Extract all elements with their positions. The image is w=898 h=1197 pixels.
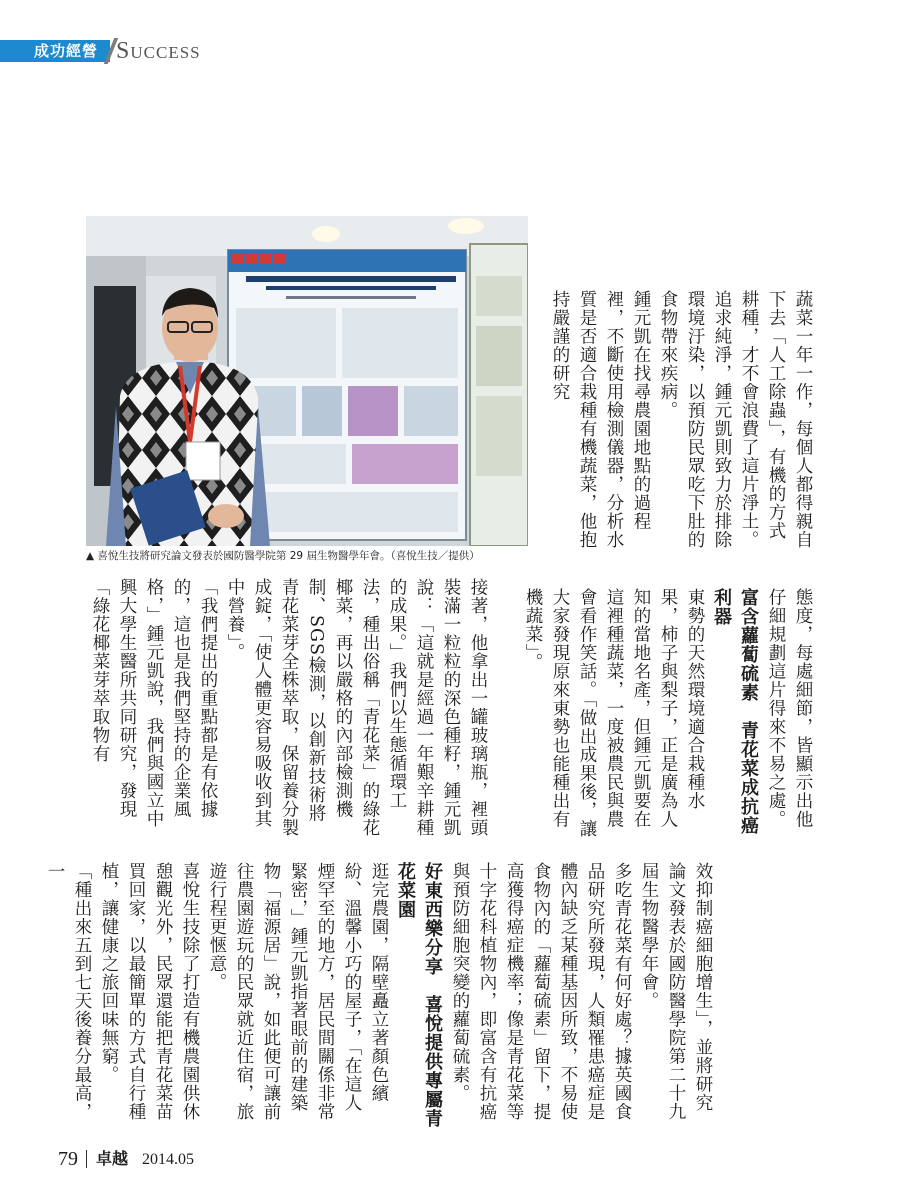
paragraph: 追求純淨，鍾元凱則致力於排除環境汙染，以預防民眾吃下肚的食物帶來疾病。 (658, 290, 732, 549)
issue-date: 2014.05 (142, 1151, 194, 1168)
article-column-2 (519, 588, 816, 840)
section-english-rest: UCCESS (130, 43, 201, 62)
section-name-english (116, 38, 201, 66)
footer-divider (86, 1150, 87, 1168)
paragraph: 多吃青花菜有何好處？據英國食品研究所發現，人類罹患癌症是體內缺乏某種基因所致，不易使食物內的「蘿蔔硫素」留下，提高獲得癌症機率；像是青花菜等十字花科植物內，即富含有抗癌與預防細胞突變的蘿蔔硫素。 (450, 862, 632, 1121)
photo-caption: ▲ 喜悅生技將研究論文發表於國防醫學院第 29 屆生物醫學年會。（喜悅生技／提供） (86, 550, 480, 562)
article-photo (86, 216, 528, 546)
magazine-name: 卓越 (96, 1149, 129, 1168)
article-column-3 (86, 578, 491, 840)
paragraph: 鍾元凱在找尋農園地點的過程裡，不斷使用檢測儀器，分析水質是否適合栽種有機蔬菜，他抱持嚴謹的研究 (550, 290, 651, 549)
section-name: 成功經營 (34, 42, 99, 60)
page-footer (58, 1146, 318, 1176)
article-column-1 (546, 290, 816, 552)
paragraph: 「種出來五到七天後養分最高，一 (45, 862, 92, 1121)
section-heading: 富含蘿蔔硫素 青花菜成抗癌利器 (711, 588, 759, 835)
article-column-4 (41, 862, 716, 1130)
paragraph: 「我們提出的重點都是有依據的，這也是我們堅持的企業風格，」鍾元凱說，我們與國立中興大學生醫所共同研究，發現「綠花椰菜芽萃取物有 (90, 578, 218, 829)
paragraph: 逛完農園，隔壁矗立著顏色繽紛、溫馨小巧的屋子，「在這人煙罕至的地方，居民間關係非常緊密，」鍾元凱指著眼前的建築物「福源居」說，如此便可讓前往農園遊玩的民眾就近住宿，旅遊行程更愜意。 (207, 862, 389, 1121)
paragraph: 接著，他拿出一罐玻璃瓶，裡頭裝滿一粒粒的深色種籽，鍾元凱說：「這就是經過一年艱辛耕種的成果。」我們以生態循環工法，種出俗稱「青花菜」的綠花椰菜，再以嚴格的內部檢測機制、SGS檢測，以創新技術將青花菜芽全株萃取，保留養分製成錠，「使人體更容易吸收到其中營養」。 (225, 578, 488, 837)
paragraph: 態度，每處細節，皆顯示出他仔細規劃這片得來不易之處。 (766, 588, 813, 829)
page-number: 79 (58, 1148, 78, 1170)
photo-illustration (86, 216, 528, 546)
paragraph: 東勢的天然環境適合栽種水果，柿子與梨子，正是廣為人知的當地名產，但鍾元凱要在這裡種蔬菜，一度被農民與農會看作笑話。「做出成果後，讓大家發現原來東勢也能種出有機蔬菜」。 (523, 588, 705, 839)
paragraph: 喜悅生技除了打造有機農園供休憩觀光外，民眾還能把青花菜苗買回家，以最簡單的方式自行種植，讓健康之旅回味無窮。 (99, 862, 200, 1121)
section-header (0, 40, 230, 66)
section-english-initial: S (116, 38, 131, 64)
paragraph: 效抑制癌細胞增生」，並將研究論文發表於國防醫學院第二十九屆生物醫學年會。 (639, 862, 713, 1121)
section-heading: 好東西樂分享 喜悅提供專屬青花菜園 (395, 862, 443, 1128)
paragraph: 蔬菜一年一作，每個人都得親自下去「人工除蟲」，有機的方式耕種，才不會浪費了這片淨土。 (739, 290, 813, 549)
